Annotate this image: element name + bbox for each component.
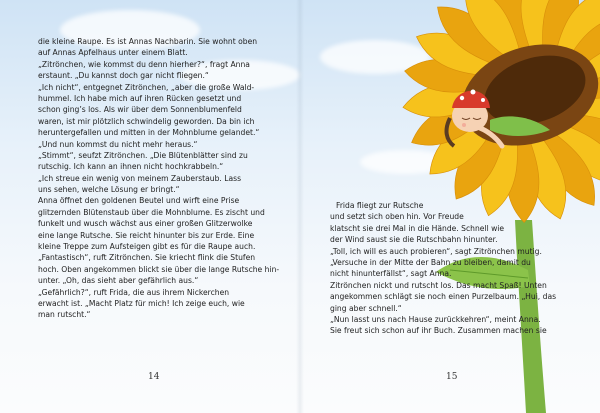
text-line: funkelt und wusch wächst aus einer großen Glitzerwolke [38,219,253,229]
right-page-text [330,200,570,337]
text-line: die kleine Raupe. Es ist Annas Nachbarin. Sie wohnt oben [38,37,258,46]
text-line: man rutscht.“ [38,310,91,320]
book-gutter [296,0,304,413]
text-line: Frida fliegt zur Rutsche [336,201,424,210]
text-line: ging aber schnell.“ [330,303,402,313]
text-line: rutschig. Ich kann an ihnen nicht hochkrabbeln.“ [38,162,224,172]
text-line: hoch. Oben angekommen blickt sie über die lange Rutsche hin- [38,264,280,274]
text-line: unter. „Oh, das sieht aber gefährlich aus.“ [38,276,199,286]
text-line: der Wind saust sie die Rutschbahn hinunter. [330,235,498,245]
text-line: „Ich nicht“, entgegnet Zitrönchen, „aber die große Wald- [38,82,255,92]
text-line: Zitrönchen nickt und rutscht los. Das macht Spaß! Unten [330,280,547,290]
text-line: erstaunt. „Du kannst doch gar nicht fliegen.“ [38,71,209,81]
text-line: auf Annas Apfelhaus unter einem Blatt. [38,48,188,58]
text-line: „Ich streue ein wenig von meinem Zauberstaub. Lass [38,173,242,183]
text-line: erwacht ist. „Macht Platz für mich! Ich zeige euch, wie [38,298,245,308]
text-line: eine lange Rutsche. Sie reicht hinunter bis zur Erde. Eine [38,230,255,240]
text-line: „Und nun kommst du nicht mehr heraus.“ [38,139,198,149]
text-line: klatscht sie drei Mal in die Hände. Schnell wie [330,223,505,233]
text-line: glitzernden Blütenstaub über die Mohnblume. Es zischt und [38,207,265,217]
text-line: heruntergefallen und mitten in der Mohnblume gelandet.“ [38,128,260,138]
text-line: und setzt sich oben hin. Vor Freude [330,212,464,222]
text-line: „Toll, ich will es auch probieren“, sagt Zitrönchen mutig. [330,246,542,256]
text-line: „Nun lasst uns nach Hause zurückkehren“, meint Anna. [330,314,541,324]
text-line: kleine Treppe zum Aufsteigen gibt es für die Raupe auch. [38,242,256,252]
text-line: angekommen schlägt sie noch einen Purzelbaum. „Hui, das [330,292,557,302]
page-number-right: 15 [446,372,458,382]
text-line: waren, ist mir plötzlich schwindelig geworden. Da bin ich [38,116,255,126]
text-line: hummel. Ich habe mich auf ihren Rücken gesetzt und [38,93,242,103]
text-line: uns sehen, welche Lösung er bringt.“ [38,185,180,195]
text-line: nicht hinunterfällst“, sagt Anna. [330,269,452,279]
text-line: Anna öffnet den goldenen Beutel und wirft eine Prise [38,196,240,206]
page-number-left: 14 [148,372,160,382]
text-line: schon ging’s los. Als wir über dem Sonnenblumenfeld [38,105,242,115]
text-line: „Zitrönchen, wie kommst du denn hierher?“, fragt Anna [38,59,250,69]
text-line: „Versuche in der Mitte der Bahn zu bleiben, damit du [330,257,531,267]
text-line: „Stimmt“, seufzt Zitrönchen. „Die Blütenblätter sind zu [38,150,248,160]
text-line: „Fantastisch“, ruft Zitrönchen. Sie kriecht flink die Stufen [38,253,256,263]
text-line: „Gefährlich?“, ruft Frida, die aus ihrem Nickerchen [38,287,230,297]
text-line: Sie freut sich schon auf ihr Buch. Zusammen machen sie [330,326,547,336]
left-page-text [38,36,280,321]
